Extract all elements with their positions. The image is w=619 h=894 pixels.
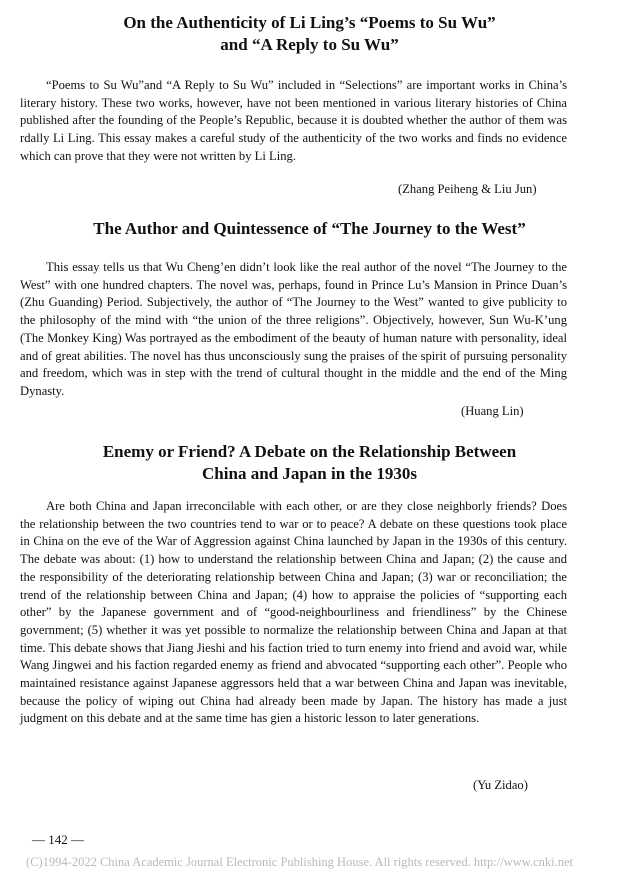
- article-title-line: Enemy or Friend? A Debate on the Relationship Between: [102, 442, 517, 461]
- article-title-china-japan: [20, 441, 599, 485]
- article-author-china-japan: (Yu Zidao): [473, 778, 528, 792]
- article-title-li-ling: [20, 12, 599, 56]
- page-number: — 142 —: [32, 832, 84, 847]
- article-abstract-china-japan: Are both China and Japan irreconcilable with each other, or are they close neighborly friends? Does the relationship between the two countries tend to war or to peace? A debate on these questions took place in China on the eve of the War of Aggression against China launched by Japan in the 1930s of this century. The debate was about: (1) how to understand the relationship between China and Japan; (2) the cause and the responsibility of the deteriorating relationship between China and Japan; (3) war or reconciliation; the trend of the relationship between China and Japan; (4) how to appraise the policies of “supporting each other” by the Japanese government and of “good-neighbourliness and friendliness” by the Chinese government; (5) whether it was yet possible to normalize the relationship between China and Japan at that time. This debate shows that Jiang Jieshi and his faction tried to turn enemy into friend and avoid war, while Wang Jingwei and his faction regarded enemy as friend and abvocated “supporting each other”. People who maintained resistance against Japanese aggressors held that a war between China and Japan was inevitable, because the policy of wiping out China had already been made by Japan. The history has made a just judgment on this debate and at the same time has gien a historic lesson to later generations.: [20, 499, 567, 726]
- article-title-line: The Author and Quintessence of “The Journey to the West”: [93, 219, 526, 238]
- copyright-notice: (C)1994-2022 China Academic Journal Electronic Publishing House. All rights reserved. http://www.cnki.net: [26, 855, 574, 869]
- article-author-journey-west: (Huang Lin): [461, 404, 524, 418]
- article-abstract-li-ling: “Poems to Su Wu”and “A Reply to Su Wu” included in “Selections” are important works in China’s literary history. These two works, however, have not been mentioned in various literary histories of China published after the founding of the People’s Republic, because it is doubted whether the author of them was rdally Li Ling. This essay makes a careful study of the authenticity of the two works and finds no evidence which can prove that they were not written by Li Ling.: [20, 78, 567, 163]
- article-title-line: and “A Reply to Su Wu”: [220, 35, 399, 54]
- article-title-journey-west: [20, 218, 599, 240]
- article-title-line: On the Authenticity of Li Ling’s “Poems to Su Wu”: [123, 13, 496, 32]
- article-author-li-ling: (Zhang Peiheng & Liu Jun): [398, 182, 537, 196]
- article-abstract-journey-west: This essay tells us that Wu Cheng’en didn’t look like the real author of the novel “The Journey to the West” with one hundred chapters. The novel was, perhaps, found in Prince Lu’s Mansion in Prince Duan’s (Zhu Guanding) Period. Subjectively, the author of “The Journey to the West” wanted to give publicity to the philosophy of the mind with “the union of the three religions”. Objectively, however, Sun Wu-K’ung (The Monkey King) Was portrayed as the embodiment of the beauty of human nature with personality, ideal and of great abilities. The novel has thus unconsciously sung the praises of the spirit of pursuing personality and freedom, which was in step with the trend of cultural thought in the middle and the end of the Ming Dynasty.: [20, 260, 567, 398]
- article-title-line: China and Japan in the 1930s: [202, 464, 417, 483]
